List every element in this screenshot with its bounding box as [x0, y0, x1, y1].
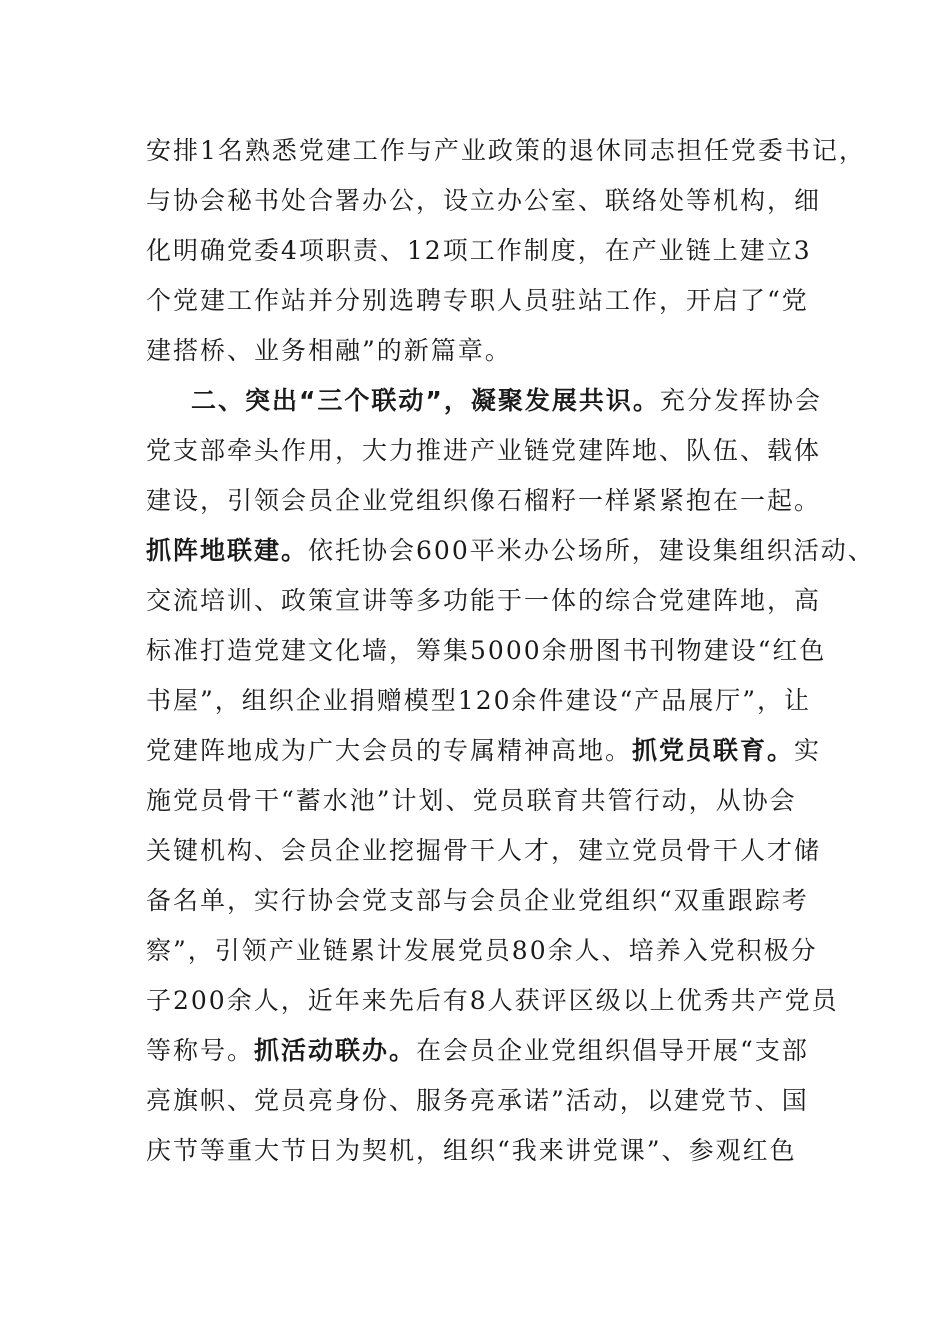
text-line: 建设，引领会员企业党组织像石榴籽一样紧紧抱在一起。	[146, 486, 822, 515]
text-run: 在会员企业党组织倡导开展“支部	[416, 1036, 809, 1065]
subsection-title: 抓活动联办。	[254, 1036, 417, 1065]
text-line: 关键机构、会员企业挖掘骨干人才，建立党员骨干人才储	[146, 836, 822, 865]
subsection-title: 抓党员联育。	[632, 736, 795, 765]
text-run: 党建阵地成为广大会员的专属精神高地。	[146, 736, 633, 765]
text-line: 标准打造党建文化墙，筹集5000余册图书刊物建设“红色	[146, 636, 827, 665]
subsection-title: 抓阵地联建。	[146, 536, 309, 565]
text-line: 子200余人，近年来先后有8人获评区级以上优秀共产党员	[146, 986, 839, 1015]
paragraph-1	[146, 126, 866, 376]
text-run: 充分发挥协会	[659, 386, 822, 415]
text-run: 等称号。	[146, 1036, 255, 1065]
text-line: 交流培训、政策宣讲等多功能于一体的综合党建阵地，高	[146, 586, 822, 615]
text-line: 建搭桥、业务相融”的新篇章。	[146, 336, 512, 365]
text-line	[146, 526, 875, 576]
text-run: 实	[794, 736, 822, 765]
text-line	[146, 376, 846, 426]
text-line: 个党建工作站并分别选聘专职人员驻站工作，开启了“党	[146, 286, 809, 315]
text-line: 施党员骨干“蓄水池”计划、党员联育共管行动，从协会	[146, 786, 797, 815]
text-line	[146, 1026, 846, 1076]
text-line	[146, 726, 846, 776]
section-heading: 二、突出“三个联动”，凝聚发展共识。	[191, 386, 660, 415]
paragraph-2	[146, 376, 875, 1176]
text-line: 书屋”，组织企业捐赠模型120余件建设“产品展厅”，让	[146, 686, 812, 715]
text-line: 察”，引领产业链累计发展党员80余人、培养入党积极分	[146, 936, 818, 965]
text-line: 备名单，实行协会党支部与会员企业党组织“双重跟踪考	[146, 886, 809, 915]
text-line: 庆节等重大节日为契机，组织“我来讲党课”、参观红色	[146, 1136, 797, 1165]
text-line: 化明确党委4项职责、12项工作制度，在产业链上建立3	[146, 236, 812, 265]
text-line: 亮旗帜、党员亮身份、服务亮承诺”活动，以建党节、国	[146, 1086, 809, 1115]
text-line: 安排1名熟悉党建工作与产业政策的退休同志担任党委书记，	[146, 136, 866, 165]
text-line: 与协会秘书处合署办公，设立办公室、联络处等机构，细	[146, 186, 822, 215]
text-run: 依托协会600平米办公场所，建设集组织活动、	[308, 536, 875, 565]
text-line: 党支部牵头作用，大力推进产业链党建阵地、队伍、载体	[146, 436, 822, 465]
